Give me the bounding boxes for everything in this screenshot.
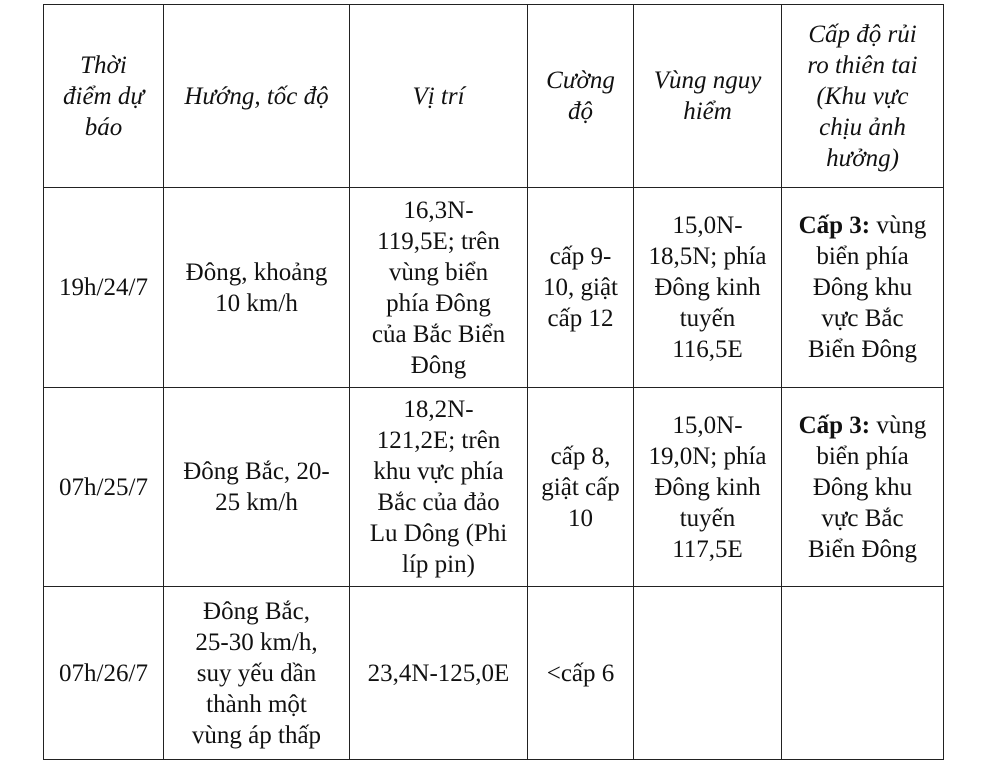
cell-risk-level: Cấp 3: vùng biển phía Đông khu vực Bắc Biển Đông bbox=[782, 188, 944, 388]
cell-time: 07h/26/7 bbox=[44, 587, 164, 760]
cell-time: 07h/25/7 bbox=[44, 388, 164, 587]
forecast-table bbox=[43, 4, 944, 760]
table-row bbox=[44, 587, 944, 760]
cell-direction: Đông Bắc, 25-30 km/h, suy yếu dần thành một vùng áp thấp bbox=[164, 587, 350, 760]
header-position: Vị trí bbox=[350, 5, 528, 188]
header-direction-speed: Hướng, tốc độ bbox=[164, 5, 350, 188]
cell-time: 19h/24/7 bbox=[44, 188, 164, 388]
cell-danger-zone: 15,0N- 18,5N; phía Đông kinh tuyến 116,5E bbox=[634, 188, 782, 388]
header-danger-zone: Vùng nguy hiểm bbox=[634, 5, 782, 188]
table-header-row bbox=[44, 5, 944, 188]
cell-position: 18,2N- 121,2E; trên khu vực phía Bắc của đảo Lu Dông (Phi líp pin) bbox=[350, 388, 528, 587]
cell-direction: Đông Bắc, 20- 25 km/h bbox=[164, 388, 350, 587]
risk-level-label: Cấp 3: bbox=[798, 411, 871, 439]
cell-risk-level: Cấp 3: vùng biển phía Đông khu vực Bắc Biển Đông bbox=[782, 388, 944, 587]
cell-direction: Đông, khoảng 10 km/h bbox=[164, 188, 350, 388]
cell-danger-zone bbox=[634, 587, 782, 760]
table-row bbox=[44, 188, 944, 388]
cell-position: 23,4N-125,0E bbox=[350, 587, 528, 760]
cell-position: 16,3N- 119,5E; trên vùng biển phía Đông của Bắc Biển Đông bbox=[350, 188, 528, 388]
cell-intensity: cấp 8, giật cấp 10 bbox=[528, 388, 634, 587]
header-forecast-time: Thời điểm dự báo bbox=[44, 5, 164, 188]
table-row bbox=[44, 388, 944, 587]
cell-intensity: cấp 9- 10, giật cấp 12 bbox=[528, 188, 634, 388]
cell-intensity: <cấp 6 bbox=[528, 587, 634, 760]
risk-level-label: Cấp 3: bbox=[798, 212, 871, 239]
cell-risk-level bbox=[782, 587, 944, 760]
header-risk-level: Cấp độ rủi ro thiên tai (Khu vực chịu ảnh hưởng) bbox=[782, 5, 944, 188]
cell-danger-zone: 15,0N- 19,0N; phía Đông kinh tuyến 117,5E bbox=[634, 388, 782, 587]
header-intensity: Cường độ bbox=[528, 5, 634, 188]
